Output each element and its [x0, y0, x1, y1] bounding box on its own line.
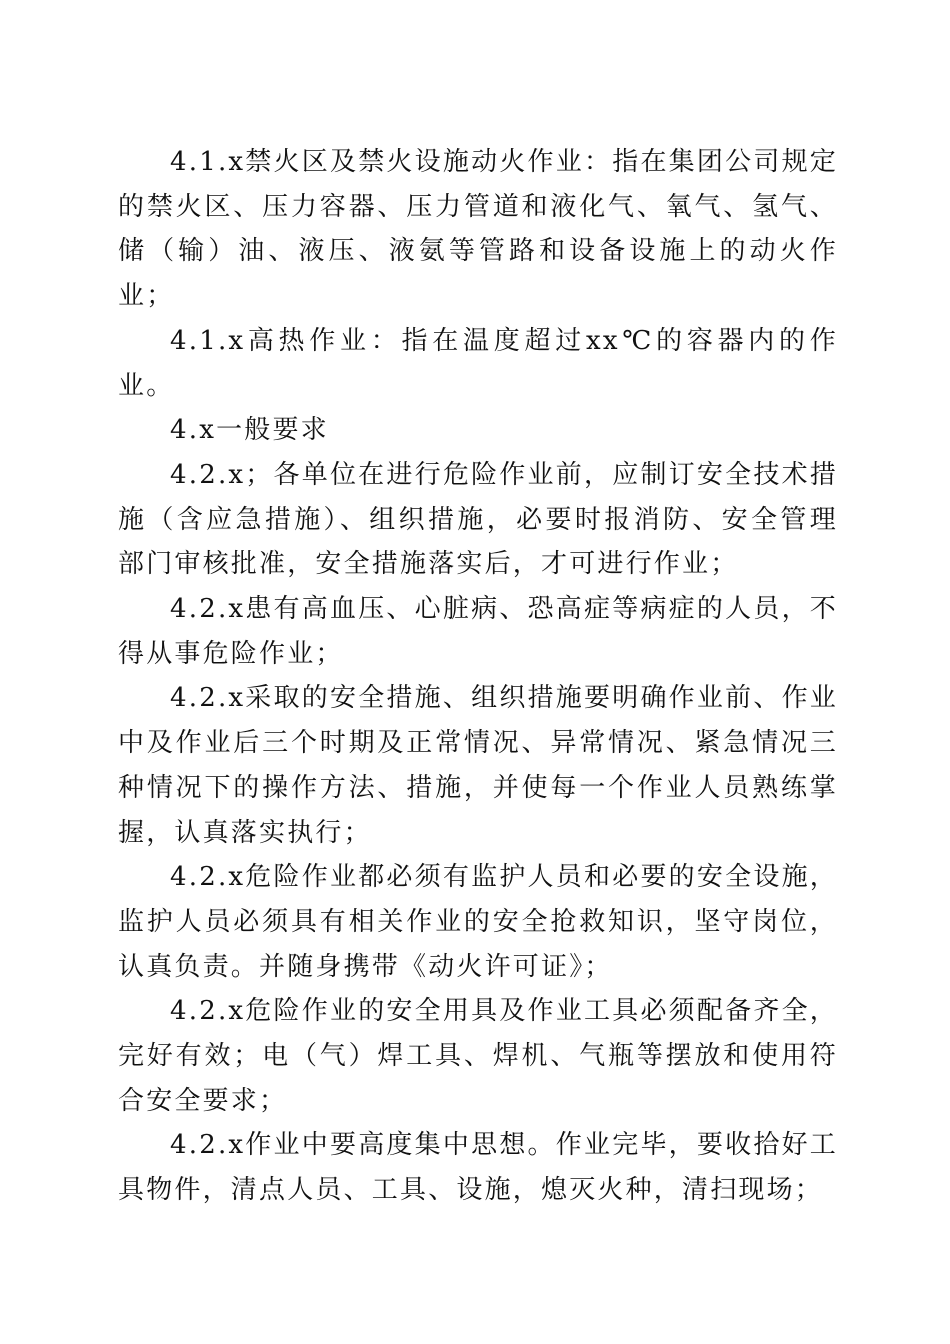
section-heading-general-requirements: 4.x一般要求	[170, 415, 329, 446]
paragraph-health-restrictions: 4.2.x患有高血压、心脏病、恐高症等病症的人员，不得从事危险作业；	[118, 594, 838, 669]
paragraph-hot-work-zone-definition: 4.1.x禁火区及禁火设施动火作业：指在集团公司规定的禁火区、压力容器、压力管道和液化气、氧气、氢气、储（输）油、液压、液氨等管路和设备设施上的动火作业；	[118, 147, 838, 312]
paragraph-supervision-personnel: 4.2.x危险作业都必须有监护人员和必要的安全设施，监护人员必须具有相关作业的安全抢救知识，坚守岗位，认真负责。并随身携带《动火许可证》；	[118, 862, 838, 982]
paragraph-safety-tools: 4.2.x危险作业的安全用具及作业工具必须配备齐全，完好有效；电（气）焊工具、焊机、气瓶等摆放和使用符合安全要求；	[118, 996, 838, 1116]
paragraph-safety-measures-approval: 4.2.x；各单位在进行危险作业前，应制订安全技术措施（含应急措施）、组织措施，必要时报消防、安全管理部门审核批准，安全措施落实后，才可进行作业；	[118, 459, 838, 580]
paragraph-measures-three-periods: 4.2.x采取的安全措施、组织措施要明确作业前、作业中及作业后三个时期及正常情况、异常情况、紧急情况三种情况下的操作方法、措施，并使每一个作业人员熟练掌握，认真落实执行；	[118, 683, 838, 848]
document-body	[118, 140, 838, 1213]
paragraph-high-heat-definition: 4.1.x高热作业：指在温度超过xx℃的容器内的作业。	[118, 325, 838, 401]
paragraph-after-work-cleanup: 4.2.x作业中要高度集中思想。作业完毕，要收拾好工具物件，清点人员、工具、设施，熄灭火种，清扫现场；	[118, 1130, 838, 1206]
